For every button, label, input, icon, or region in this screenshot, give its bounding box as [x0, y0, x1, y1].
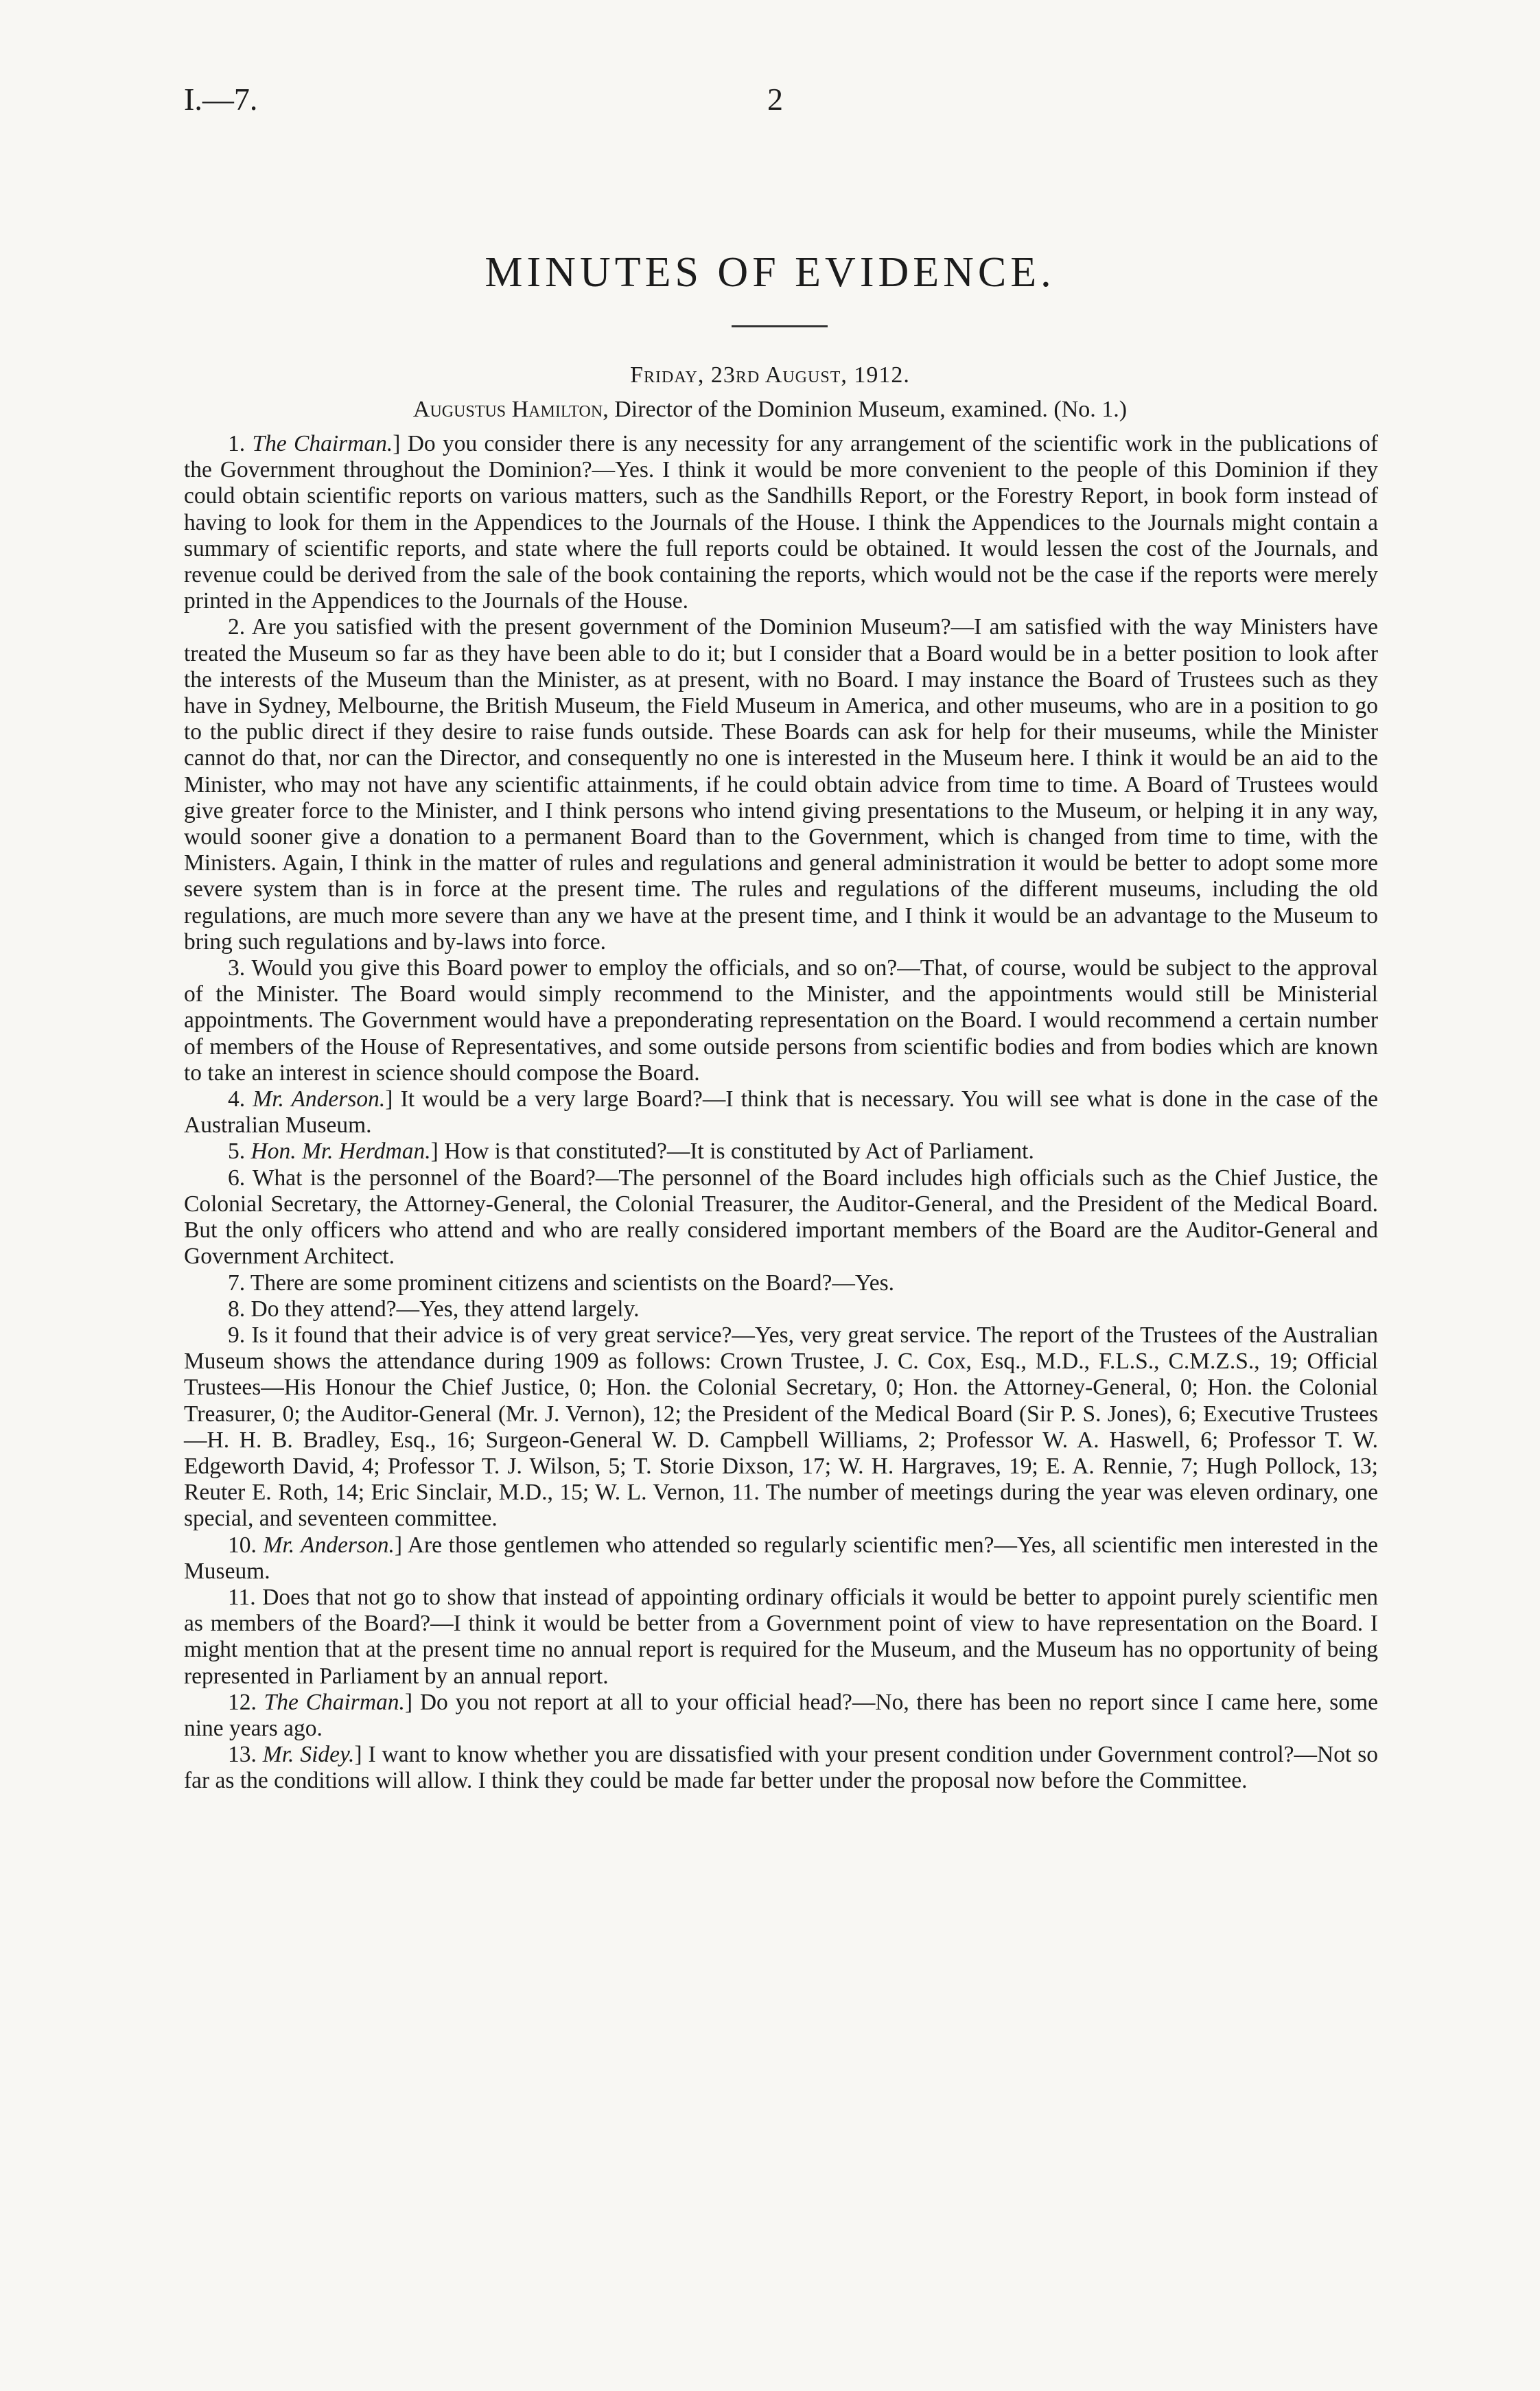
question-number: 13. [228, 1742, 257, 1768]
evidence-question-3 [184, 955, 1378, 1086]
page-number: 2 [767, 82, 783, 117]
question-text: ] Do you not report at all to your official head?—No, there has been no report since I came here, some nine years ago. [184, 1689, 1379, 1741]
evidence-question-5 [184, 1139, 1378, 1165]
evidence-question-6 [184, 1165, 1378, 1270]
question-text: Is it found that their advice is of very great service?—Yes, very great service. The report of the Trustees of the Australian Museum shows the attendance during 1909 as follows: Crown Trustee, J. C. Cox, Esq., M.D., F.L.S., C.M.Z.S., 19; Official Trustees—His Honour the Chief Justice, 0; Hon. the Colonial Secretary, 0; Hon. the Attorney-General, 0; Hon. the Colonial Treasurer, 0; the Auditor-General (Mr. J. Vernon), 12; the President of the Medical Board (Sir P. S. Jones), 6; Executive Trustees—H. H. B. Bradley, Esq., 16; Surgeon-General W. D. Campbell Williams, 2; Professor W. A. Haswell, 6; Professor T. W. Edgeworth David, 4; Professor T. J. Wilson, 5; T. Storie Dixson, 17; W. H. Hargraves, 19; E. A. Rennie, 7; Hugh Pollock, 13; Reuter E. Roth, 14; Eric Sinclair, M.D., 15; W. L. Vernon, 11. The number of meetings during the year was eleven ordinary, one special, and seventeen committee. [184, 1322, 1378, 1532]
question-text: Do they attend?—Yes, they attend largely. [250, 1296, 640, 1322]
evidence-question-11 [184, 1585, 1378, 1690]
question-speaker: Mr. Anderson. [253, 1086, 386, 1112]
question-speaker: The Chairman. [252, 431, 393, 456]
parliamentary-paper-reference: I.—7. [184, 82, 258, 117]
question-number: 7. [228, 1270, 246, 1296]
evidence-question-2 [184, 614, 1378, 955]
question-text: ] I want to know whether you are dissatisfied with your present condition under Government control?—Not so far as the conditions will allow. I think they could be made far better under the proposal now before the Committee. [184, 1742, 1378, 1794]
evidence-question-12 [184, 1690, 1378, 1742]
witness-line [0, 397, 1540, 423]
title-divider [732, 325, 828, 327]
evidence-question-4 [184, 1086, 1378, 1139]
question-number: 9. [228, 1322, 246, 1348]
witness-description: , Director of the Dominion Museum, examined. (No. 1.) [603, 397, 1128, 422]
evidence-question-1 [184, 431, 1378, 614]
witness-name: Augustus Hamilton [412, 397, 603, 422]
question-number: 1. [228, 431, 246, 456]
question-number: 2. [228, 614, 246, 640]
question-text: ] Are those gentlemen who attended so regularly scientific men?—Yes, all scientific men interested in the Museum. [184, 1532, 1378, 1584]
question-speaker: The Chairman. [264, 1689, 405, 1715]
page-header [184, 81, 1378, 122]
question-number: 8. [228, 1296, 246, 1322]
question-text: ] How is that constituted?—It is constituted by Act of Parliament. [430, 1139, 1034, 1165]
session-date: Friday, 23rd August, 1912. [630, 362, 910, 388]
question-text: What is the personnel of the Board?—The personnel of the Board includes high officials such as the Chief Justice, the Colonial Secretary, the Attorney-General, the Colonial Treasurer, the Auditor-General, and the President of the Medical Board. But the only officers who attend and who are really considered important members of the Board are the Auditor-General and Government Architect. [184, 1165, 1378, 1270]
question-text: ] It would be a very large Board?—I think that is necessary. You will see what is done in the case of the Australian Museum. [184, 1086, 1378, 1139]
question-text: Are you satisfied with the present government of the Dominion Museum?—I am satisfied with the way Ministers have treated the Museum so far as they have been able to do it; but I consider that a Board would be in a better position to look after the interests of the Museum than the Minister, as at present, with no Board. I may instance the Board of Trustees such as they have in Sydney, Melbourne, the British Museum, the Field Museum in America, and other museums, who are in a position to go to the public direct if they desire to raise funds outside. These Boards can ask for help for their museums, while the Minister cannot do that, nor can the Director, and consequently no one is interested in the Museum here. I think it would be an aid to the Minister, who may not have any scientific attainments, if he could obtain advice from time to time. A Board of Trustees would give greater force to the Minister, and I think persons who intend giving presentations to the Museum, or helping it in any way, would sooner give a donation to a permanent Board than to the Government, which is changed from time to time, with the Ministers. Again, I think in the matter of rules and regulations and general administration it would be better to adopt some more severe system than is in force at the present time. The rules and regulations of the different museums, including the old regulations, are much more severe than any we have at the present time, and I think it would be an advantage to the Museum to bring such regulations and by-laws into force. [184, 614, 1379, 955]
question-speaker: Mr. Anderson. [263, 1532, 395, 1558]
question-speaker: Hon. Mr. Herdman. [250, 1139, 431, 1165]
question-number: 5. [228, 1139, 246, 1165]
question-text: There are some prominent citizens and scientists on the Board?—Yes. [250, 1270, 894, 1296]
question-number: 4. [228, 1086, 246, 1112]
question-speaker: Mr. Sidey. [262, 1742, 355, 1768]
question-text: Does that not go to show that instead of appointing ordinary officials it would be better to appoint purely scientific men as members of the Board?—I think it would be better from a Government point of view to have representation on the Board. I might mention that at the present time no annual report is required for the Museum, and the Museum has no opportunity of being represented in Parliament by an annual report. [184, 1584, 1378, 1689]
document-title: MINUTES OF EVIDENCE. [485, 249, 1055, 296]
question-text: ] Do you consider there is any necessity for any arrangement of the scientific work in the publications of the Government throughout the Dominion?—Yes. I think it would be more convenient to the people of this Dominion if they could obtain scientific reports on various matters, such as the Sandhills Report, or the Forestry Report, in book form instead of having to look for them in the Appendices to the Journals of the House. I think the Appendices to the Journals might contain a summary of scientific reports, and state where the full reports could be obtained. It would lessen the cost of the Journals, and revenue could be derived from the sale of the book containing the reports, which would not be the case if the reports were merely printed in the Appendices to the Journals of the House. [184, 431, 1378, 614]
question-number: 12. [228, 1689, 257, 1715]
question-number: 6. [228, 1165, 246, 1191]
question-number: 3. [228, 955, 246, 981]
evidence-question-8 [184, 1296, 1378, 1322]
evidence-question-13 [184, 1742, 1378, 1794]
evidence-question-9 [184, 1322, 1378, 1532]
question-text: Would you give this Board power to employ the officials, and so on?—That, of course, would be subject to the approval of the Minister. The Board would simply recommend to the Minister, and the appointments would still be Ministerial appointments. The Government would have a preponderating representation on the Board. I would recommend a certain number of members of the House of Representatives, and some outside persons from scientific bodies and from bodies which are known to take an interest in science should compose the Board. [184, 955, 1378, 1086]
evidence-body [184, 431, 1378, 1795]
question-number: 10. [228, 1532, 257, 1558]
evidence-question-10 [184, 1532, 1378, 1585]
question-number: 11. [228, 1584, 256, 1610]
evidence-question-7 [184, 1270, 1378, 1296]
